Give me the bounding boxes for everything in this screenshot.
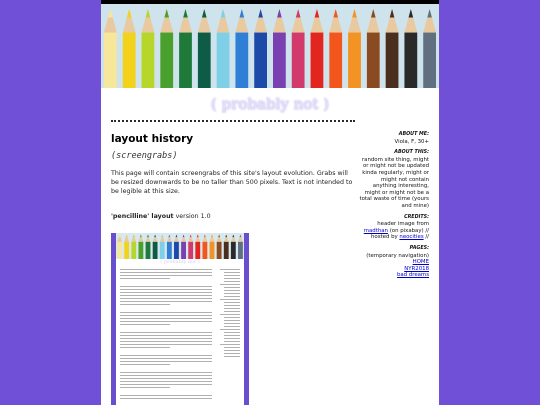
screengrab-text-line (120, 269, 212, 270)
screengrab-text-line (120, 364, 170, 365)
pencil-icon (329, 9, 342, 88)
screengrab-text-line (120, 344, 212, 345)
screengrab-text-line (120, 347, 170, 348)
screengrab-text-line (120, 295, 212, 296)
screengrab-text-line (120, 315, 212, 316)
screengrab-text-line (120, 338, 212, 339)
intro-paragraph: This page will contain screengrabs of this site's layout evolution. Grabs will be resized downwards to be no taller than 500 pixels. Text is not intended to be legible at this size. (111, 170, 353, 195)
screengrab-text-line (120, 292, 212, 293)
pencil-icon (146, 235, 151, 259)
screengrab-text-line (120, 395, 212, 396)
pencil-icon (231, 235, 236, 259)
pencil-icon (423, 9, 436, 88)
screengrab-text-line (120, 275, 212, 276)
pencil-icon (404, 9, 417, 88)
pencil-icon (210, 235, 215, 259)
screengrab-sidebar-line (224, 323, 240, 324)
screengrab-header (116, 233, 244, 259)
pencil-icon (104, 9, 117, 88)
screengrab-sidebar-line (224, 341, 240, 342)
screengrab-text-line (120, 286, 212, 287)
credits-line1: header image from (377, 221, 429, 228)
pencil-icon (195, 235, 200, 259)
layout-screengrab-image[interactable] (111, 233, 249, 405)
screengrab-text-line (120, 358, 212, 359)
screengrab-sidebar-line (224, 272, 240, 273)
screengrab-text-line (120, 398, 212, 399)
nav-link-bad-dreams[interactable] (359, 272, 429, 279)
pencil-icon (188, 235, 193, 259)
screengrab-sidebar-line (224, 356, 240, 357)
pencil-icon (386, 9, 399, 88)
pencil-icon (167, 235, 172, 259)
screengrab-text-line (120, 298, 212, 299)
main-content (111, 135, 353, 221)
screengrab-sidebar-line (224, 326, 240, 327)
pencil-icon (179, 9, 192, 88)
layout-caption (111, 212, 353, 221)
screengrab-text-line (120, 341, 212, 342)
pencil-icon (117, 235, 122, 259)
sidebar (359, 132, 429, 279)
pencil-icon (292, 9, 305, 88)
credits-line-2 (359, 228, 429, 235)
about-me-text: Viola, F, 30+ (394, 138, 429, 145)
screengrab-text-line (120, 384, 212, 385)
nav-link-nyr2018[interactable] (359, 266, 429, 273)
pencil-icon (160, 235, 165, 259)
pencil-icon (160, 9, 173, 88)
screengrab-text-line (120, 355, 212, 356)
screengrab-text-line (120, 381, 212, 382)
pencil-icon (138, 235, 143, 259)
screengrab-text-line (120, 335, 212, 336)
screengrab-sidebar-line (224, 311, 240, 312)
screengrab-text-line (120, 324, 170, 325)
screengrab-text-line (120, 387, 170, 388)
site-title: ( probably not ) (211, 95, 329, 113)
screengrab-sidebar-line (224, 347, 240, 348)
screengrab-sidebar-line (224, 293, 240, 294)
screengrab-text-line (120, 312, 212, 313)
about-this-text: random site thing, might or might not be updated kinda regularly, might or might not contain anything interesting, might or might not be a total waste of time (yours and mine) (359, 156, 429, 209)
pencil-icon (174, 235, 179, 259)
screengrab-sidebar-line (224, 290, 240, 291)
screengrab-sidebar-line (220, 329, 240, 330)
pencil-icon (153, 235, 158, 259)
pencil-icon (123, 9, 136, 88)
screengrab-sidebar-line (220, 314, 240, 315)
pencil-icon (224, 235, 229, 259)
pencil-icon (254, 9, 267, 88)
screengrab-sidebar-line (224, 335, 240, 336)
pencil-icon (142, 9, 155, 88)
about-this-heading: ABOUT THIS: (394, 150, 429, 156)
screengrab-text-line (120, 332, 212, 333)
screengrab-page (116, 233, 244, 405)
screengrab-sidebar-line (224, 332, 240, 333)
credits-hosted-label: hosted by (370, 234, 400, 241)
title-divider (111, 120, 355, 122)
screengrab-sidebar-line (224, 350, 240, 351)
credits-hosted (359, 234, 429, 241)
screengrab-text-line (120, 301, 212, 302)
screengrab-sidebar-line (224, 287, 240, 288)
pencils-illustration (101, 4, 439, 88)
pencil-icon (235, 9, 248, 88)
page-subheading: (screengrabs) (111, 151, 178, 161)
nav-link-bad-dreams-text[interactable]: bad dreams (396, 272, 429, 279)
screengrab-sidebar-line (224, 281, 240, 282)
layout-version: version 1.0 (173, 213, 211, 220)
pencil-icon (348, 9, 361, 88)
pencil-icon (311, 9, 324, 88)
pages-note: (temporary navigation) (366, 252, 429, 259)
screengrab-sidebar-line (224, 278, 240, 279)
pencil-icon (181, 235, 186, 259)
screengrab-sidebar-line (224, 302, 240, 303)
screengrab-text-line (120, 278, 170, 279)
credits-heading: CREDITS: (404, 214, 429, 220)
screengrab-text-line (120, 272, 212, 273)
nav-link-nyr2018-text[interactable]: NYR2018 (404, 265, 429, 272)
screengrab-sidebar-line (224, 296, 240, 297)
pencil-icon (131, 235, 136, 259)
about-me-heading: ABOUT ME: (398, 132, 429, 137)
screengrab-sidebar-line (224, 308, 240, 309)
screengrab-sidebar-line (220, 299, 240, 300)
nav-link-home-text[interactable]: HOME (412, 259, 429, 266)
screengrab-sidebar-line (220, 344, 240, 345)
credits-pixabay: (on pixabay) // (389, 227, 429, 234)
pencil-icon (217, 235, 222, 259)
screengrab-pencils (116, 233, 244, 259)
screengrab-sidebar-line (224, 353, 240, 354)
screengrab-text-line (120, 289, 212, 290)
screengrab-sidebar-line (224, 317, 240, 318)
pencil-icon (273, 9, 286, 88)
page-container (101, 0, 439, 405)
layout-name: 'pencilline' layout (111, 213, 174, 220)
pencil-icon (217, 9, 230, 88)
page-heading: layout history (111, 133, 194, 145)
header-image (101, 4, 439, 88)
screengrab-sidebar-line (220, 284, 240, 285)
credits-link-madthan[interactable]: madthan (363, 227, 388, 234)
credits-link-neocities[interactable]: neocities (399, 234, 424, 241)
pencil-icon (124, 235, 129, 259)
nav-link-home[interactable] (359, 259, 429, 266)
screengrab-text-line (120, 304, 170, 305)
screengrab-text-line (120, 318, 212, 319)
screengrab-text-line (120, 378, 212, 379)
screengrab-text-line (120, 372, 212, 373)
pencil-icon (238, 235, 243, 259)
screengrab-text-line (120, 321, 212, 322)
credits-hosted-end: // (423, 234, 429, 241)
screengrab-sidebar-line (224, 320, 240, 321)
screengrab-sidebar-line (224, 338, 240, 339)
pencil-icon (198, 9, 211, 88)
pencil-icon (367, 9, 380, 88)
pages-heading: PAGES: (409, 245, 429, 251)
screengrab-sidebar-line (220, 269, 240, 270)
pencil-icon (202, 235, 207, 259)
screengrab-text-line (120, 375, 212, 376)
screengrab-title: ( probably not ) (160, 259, 200, 265)
screengrab-sidebar-line (224, 275, 240, 276)
screengrab-sidebar-line (224, 305, 240, 306)
screengrab-text-line (120, 361, 212, 362)
